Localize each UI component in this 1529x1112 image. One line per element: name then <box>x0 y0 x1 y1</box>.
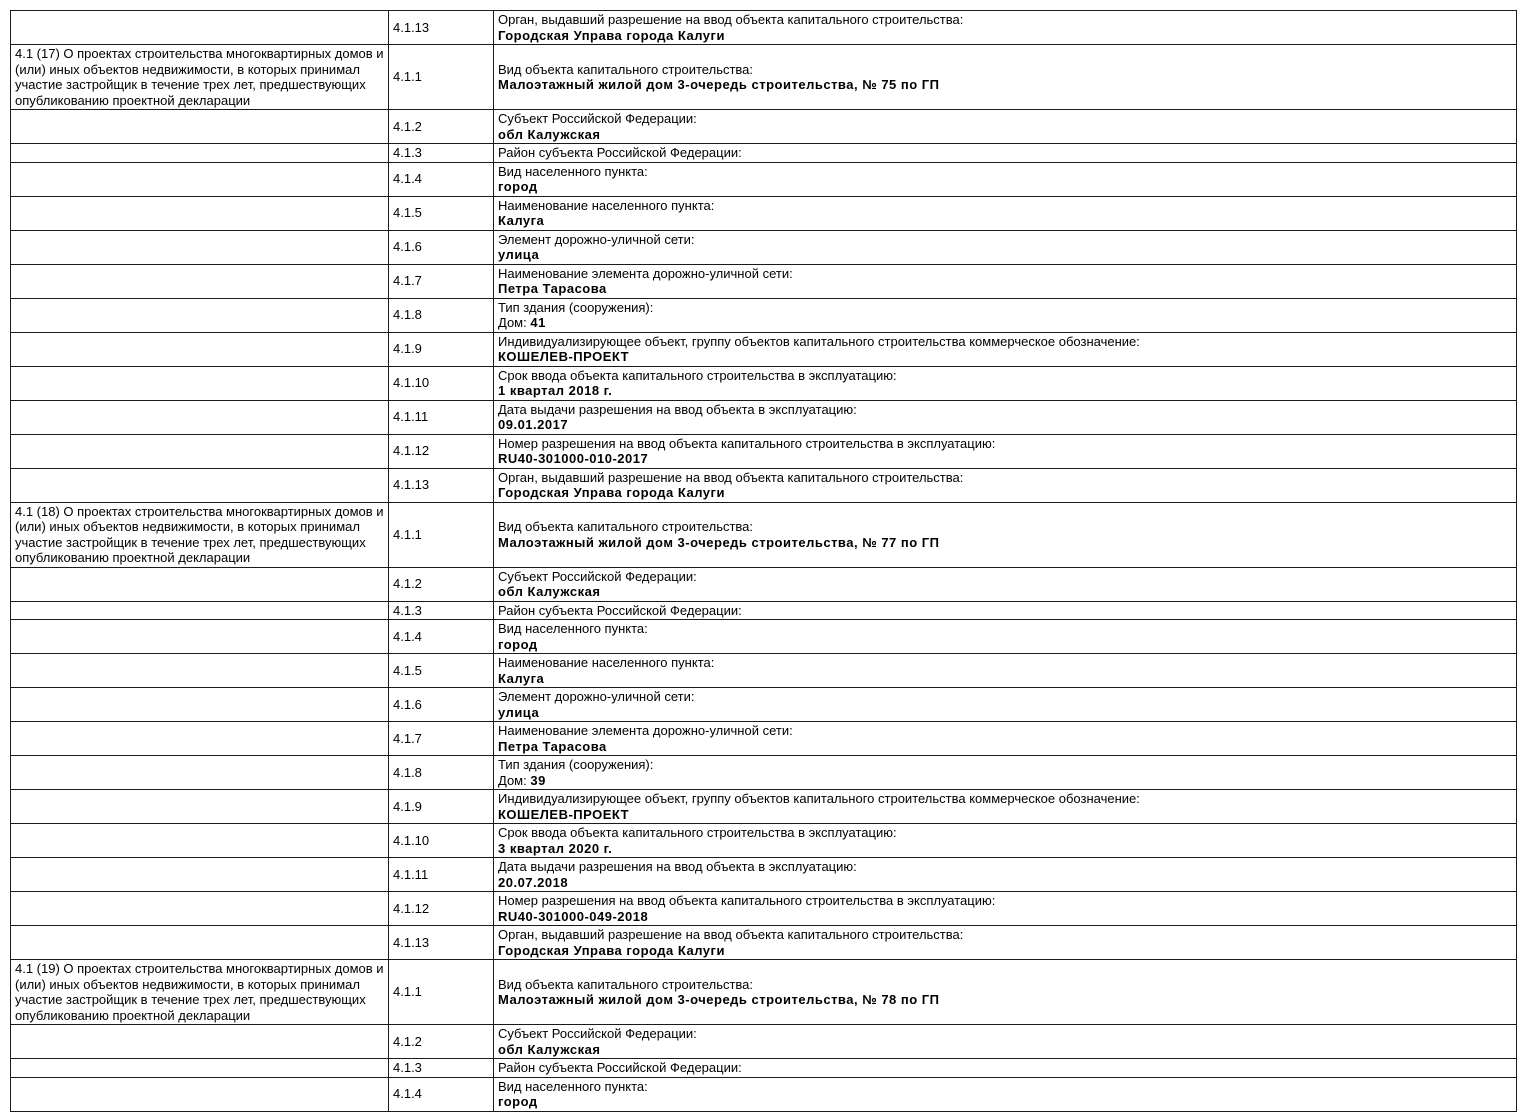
field-value-bold: КОШЕЛЕВ-ПРОЕКТ <box>498 806 630 822</box>
row-content-cell <box>494 332 1517 366</box>
table-row <box>11 601 1517 620</box>
section-description-cell <box>11 756 389 790</box>
row-content-cell <box>494 162 1517 196</box>
field-value <box>498 451 1512 467</box>
field-value <box>498 637 1512 653</box>
section-description-cell: 4.1 (17) О проектах строительства многоквартирных домов и (или) иных объектов недвижимости, в которых принимал участие застройщик в течение трех лет, предшествующих опубликованию проектной декларации <box>11 45 389 110</box>
field-label: Район субъекта Российской Федерации: <box>498 145 742 160</box>
section-description-cell <box>11 1077 389 1111</box>
row-number-cell: 4.1.1 <box>389 45 494 110</box>
row-content-cell <box>494 434 1517 468</box>
field-value-bold: обл Калужская <box>498 1041 601 1057</box>
field-value <box>498 77 1512 93</box>
table-row <box>11 620 1517 654</box>
row-number-cell: 4.1.2 <box>389 110 494 144</box>
field-value <box>498 671 1512 687</box>
table-row <box>11 654 1517 688</box>
field-value <box>498 943 1512 959</box>
row-number-cell: 4.1.7 <box>389 722 494 756</box>
field-label: Дата выдачи разрешения на ввод объекта в эксплуатацию: <box>498 859 857 874</box>
field-value <box>498 705 1512 721</box>
field-value <box>498 213 1512 229</box>
field-value-bold: КОШЕЛЕВ-ПРОЕКТ <box>498 349 630 364</box>
field-value <box>498 739 1512 755</box>
field-label: Субъект Российской Федерации: <box>498 111 697 126</box>
section-description-cell <box>11 366 389 400</box>
table-row <box>11 502 1517 567</box>
section-description-cell <box>11 601 389 620</box>
field-label: Элемент дорожно-уличной сети: <box>498 689 695 704</box>
field-label: Район субъекта Российской Федерации: <box>498 602 742 618</box>
row-number-cell: 4.1.11 <box>389 400 494 434</box>
row-content-cell <box>494 196 1517 230</box>
field-label: Тип здания (сооружения): <box>498 299 654 315</box>
declaration-table <box>10 10 1517 1112</box>
row-number-cell: 4.1.6 <box>389 688 494 722</box>
row-number-cell: 4.1.13 <box>389 926 494 960</box>
field-label: Вид объекта капитального строительства: <box>498 976 754 992</box>
row-number-cell: 4.1.3 <box>389 1059 494 1078</box>
section-description-cell: 4.1 (19) О проектах строительства многоквартирных домов и (или) иных объектов недвижимости, в которых принимал участие застройщик в течение трех лет, предшествующих опубликованию проектной декларации <box>11 960 389 1025</box>
field-value <box>498 807 1512 823</box>
section-description-cell <box>11 654 389 688</box>
row-content-cell <box>494 1077 1517 1111</box>
table-row <box>11 892 1517 926</box>
field-value-bold: 3 квартал 2020 г. <box>498 840 613 856</box>
row-content-cell <box>494 960 1517 1025</box>
field-value-bold: 20.07.2018 <box>498 874 569 890</box>
field-value-prefix: Дом: <box>498 315 531 330</box>
field-value <box>498 992 1512 1008</box>
row-content-cell <box>494 230 1517 264</box>
table-row <box>11 264 1517 298</box>
field-label: Субъект Российской Федерации: <box>498 1026 697 1041</box>
table-row <box>11 400 1517 434</box>
row-number-cell: 4.1.12 <box>389 434 494 468</box>
field-value <box>498 535 1512 551</box>
field-value <box>498 909 1512 925</box>
field-label: Тип здания (сооружения): <box>498 757 654 772</box>
row-number-cell: 4.1.11 <box>389 858 494 892</box>
field-value-bold: Городская Управа города Калуги <box>498 485 725 500</box>
field-label: Вид объекта капитального строительства: <box>498 519 754 534</box>
field-value <box>498 841 1512 857</box>
field-value-bold: улица <box>498 247 540 262</box>
row-content-cell <box>494 858 1517 892</box>
field-value-bold: Петра Тарасова <box>498 281 607 296</box>
row-content-cell <box>494 926 1517 960</box>
field-label: Дата выдачи разрешения на ввод объекта в эксплуатацию: <box>498 401 857 417</box>
section-description-cell <box>11 858 389 892</box>
table-row <box>11 434 1517 468</box>
row-number-cell: 4.1.6 <box>389 230 494 264</box>
field-value <box>498 1042 1512 1058</box>
field-value <box>498 315 1512 331</box>
table-row <box>11 196 1517 230</box>
field-label: Срок ввода объекта капитального строительства в эксплуатацию: <box>498 367 897 383</box>
field-label: Вид населенного пункта: <box>498 163 648 179</box>
field-value-bold: Городская Управа города Калуги <box>498 27 725 43</box>
field-value-bold: 1 квартал 2018 г. <box>498 383 613 398</box>
table-row <box>11 468 1517 502</box>
field-label: Орган, выдавший разрешение на ввод объекта капитального строительства: <box>498 927 964 942</box>
field-label: Субъект Российской Федерации: <box>498 568 697 584</box>
table-row <box>11 722 1517 756</box>
row-number-cell: 4.1.7 <box>389 264 494 298</box>
table-row <box>11 110 1517 144</box>
section-description-cell <box>11 722 389 756</box>
field-value-bold: Малоэтажный жилой дом 3-очередь строительства, № 77 по ГП <box>498 534 940 550</box>
row-content-cell <box>494 45 1517 110</box>
row-content-cell <box>494 298 1517 332</box>
field-value-bold: Петра Тарасова <box>498 738 607 754</box>
row-number-cell: 4.1.9 <box>389 332 494 366</box>
table-row <box>11 332 1517 366</box>
section-description-cell <box>11 434 389 468</box>
row-content-cell <box>494 654 1517 688</box>
field-value-bold: 09.01.2017 <box>498 417 569 432</box>
table-row <box>11 858 1517 892</box>
section-description-cell <box>11 926 389 960</box>
row-content-cell <box>494 892 1517 926</box>
row-number-cell: 4.1.3 <box>389 144 494 163</box>
table-row <box>11 567 1517 601</box>
row-number-cell: 4.1.9 <box>389 790 494 824</box>
field-value <box>498 127 1512 143</box>
row-number-cell: 4.1.2 <box>389 1025 494 1059</box>
field-label: Вид населенного пункта: <box>498 1078 648 1094</box>
field-label: Номер разрешения на ввод объекта капитального строительства в эксплуатацию: <box>498 893 996 908</box>
field-value <box>498 584 1512 600</box>
row-number-cell: 4.1.4 <box>389 620 494 654</box>
table-row <box>11 960 1517 1025</box>
field-value <box>498 773 1512 789</box>
section-description-cell <box>11 196 389 230</box>
section-description-cell <box>11 1059 389 1078</box>
table-row <box>11 144 1517 163</box>
table-row <box>11 298 1517 332</box>
field-value-bold: город <box>498 1094 538 1109</box>
section-description-cell <box>11 892 389 926</box>
field-label: Район субъекта Российской Федерации: <box>498 1060 742 1075</box>
field-value <box>498 247 1512 263</box>
row-number-cell: 4.1.1 <box>389 502 494 567</box>
section-description-cell <box>11 1025 389 1059</box>
table-row <box>11 11 1517 45</box>
row-content-cell <box>494 567 1517 601</box>
field-label: Индивидуализирующее объект, группу объектов капитального строительства коммерческое обозначение: <box>498 791 1140 806</box>
section-description-cell <box>11 110 389 144</box>
field-label: Орган, выдавший разрешение на ввод объекта капитального строительства: <box>498 12 964 27</box>
row-content-cell <box>494 1059 1517 1078</box>
section-description-cell <box>11 332 389 366</box>
row-number-cell: 4.1.8 <box>389 298 494 332</box>
row-content-cell <box>494 688 1517 722</box>
row-number-cell: 4.1.13 <box>389 11 494 45</box>
section-description-cell <box>11 468 389 502</box>
row-number-cell: 4.1.10 <box>389 824 494 858</box>
table-row <box>11 756 1517 790</box>
row-content-cell <box>494 400 1517 434</box>
row-number-cell: 4.1.12 <box>389 892 494 926</box>
field-value-bold: город <box>498 179 538 194</box>
row-number-cell: 4.1.8 <box>389 756 494 790</box>
field-value-bold: Калуга <box>498 213 545 228</box>
row-content-cell <box>494 502 1517 567</box>
row-content-cell <box>494 144 1517 163</box>
field-value-bold: Городская Управа города Калуги <box>498 942 725 958</box>
field-value-prefix: Дом: <box>498 772 531 788</box>
table-row <box>11 366 1517 400</box>
table-row <box>11 230 1517 264</box>
field-value-bold: 41 <box>530 315 546 330</box>
row-number-cell: 4.1.4 <box>389 1077 494 1111</box>
row-content-cell <box>494 468 1517 502</box>
section-description-cell <box>11 162 389 196</box>
field-value <box>498 485 1512 501</box>
row-number-cell: 4.1.13 <box>389 468 494 502</box>
field-label: Индивидуализирующее объект, группу объектов капитального строительства коммерческое обозначение: <box>498 333 1140 349</box>
table-row <box>11 1059 1517 1078</box>
field-value-bold: 39 <box>530 772 546 788</box>
field-value <box>498 875 1512 891</box>
field-value <box>498 349 1512 365</box>
table-row <box>11 1077 1517 1111</box>
table-body <box>11 11 1517 1112</box>
field-label: Наименование элемента дорожно-уличной сети: <box>498 265 793 281</box>
table-row <box>11 824 1517 858</box>
section-description-cell <box>11 264 389 298</box>
field-value <box>498 179 1512 195</box>
section-description-cell <box>11 790 389 824</box>
field-label: Орган, выдавший разрешение на ввод объекта капитального строительства: <box>498 469 964 485</box>
field-value-bold: улица <box>498 704 540 720</box>
row-number-cell: 4.1.2 <box>389 567 494 601</box>
field-value-bold: Малоэтажный жилой дом 3-очередь строительства, № 78 по ГП <box>498 992 940 1007</box>
row-content-cell <box>494 110 1517 144</box>
field-label: Вид объекта капитального строительства: <box>498 61 754 77</box>
table-row <box>11 1025 1517 1059</box>
field-value-bold: город <box>498 636 538 652</box>
row-content-cell <box>494 756 1517 790</box>
section-description-cell <box>11 824 389 858</box>
field-value <box>498 1094 1512 1110</box>
row-number-cell: 4.1.5 <box>389 196 494 230</box>
row-number-cell: 4.1.4 <box>389 162 494 196</box>
row-content-cell <box>494 824 1517 858</box>
field-value-bold: RU40-301000-049-2018 <box>498 908 649 924</box>
row-number-cell: 4.1.3 <box>389 601 494 620</box>
table-row <box>11 926 1517 960</box>
field-value <box>498 281 1512 297</box>
field-value <box>498 417 1512 433</box>
section-description-cell: 4.1 (18) О проектах строительства многоквартирных домов и (или) иных объектов недвижимости, в которых принимал участие застройщик в течение трех лет, предшествующих опубликованию проектной декларации <box>11 502 389 567</box>
table-row <box>11 688 1517 722</box>
row-content-cell <box>494 11 1517 45</box>
field-value <box>498 28 1512 44</box>
table-row <box>11 162 1517 196</box>
row-content-cell <box>494 722 1517 756</box>
field-value-bold: обл Калужская <box>498 584 601 599</box>
field-label: Вид населенного пункта: <box>498 621 648 636</box>
table-row <box>11 45 1517 110</box>
section-description-cell <box>11 567 389 601</box>
section-description-cell <box>11 144 389 163</box>
field-value-bold: Малоэтажный жилой дом 3-очередь строительства, № 75 по ГП <box>498 77 940 92</box>
section-description-cell <box>11 620 389 654</box>
row-number-cell: 4.1.10 <box>389 366 494 400</box>
section-description-cell <box>11 230 389 264</box>
row-number-cell: 4.1.5 <box>389 654 494 688</box>
field-label: Элемент дорожно-уличной сети: <box>498 231 695 247</box>
row-content-cell <box>494 620 1517 654</box>
row-content-cell <box>494 601 1517 620</box>
table-row <box>11 790 1517 824</box>
field-label: Срок ввода объекта капитального строительства в эксплуатацию: <box>498 825 897 840</box>
field-label: Наименование населенного пункта: <box>498 655 715 670</box>
section-description-cell <box>11 688 389 722</box>
field-value-bold: RU40-301000-010-2017 <box>498 451 649 466</box>
field-label: Номер разрешения на ввод объекта капитального строительства в эксплуатацию: <box>498 435 996 451</box>
field-label: Наименование элемента дорожно-уличной сети: <box>498 723 793 738</box>
row-content-cell <box>494 1025 1517 1059</box>
row-number-cell: 4.1.1 <box>389 960 494 1025</box>
section-description-cell <box>11 11 389 45</box>
field-value-bold: Калуга <box>498 670 545 686</box>
field-value <box>498 383 1512 399</box>
section-description-cell <box>11 400 389 434</box>
field-value-bold: обл Калужская <box>498 126 601 142</box>
row-content-cell <box>494 264 1517 298</box>
section-description-cell <box>11 298 389 332</box>
row-content-cell <box>494 790 1517 824</box>
field-label: Наименование населенного пункта: <box>498 197 715 213</box>
row-content-cell <box>494 366 1517 400</box>
